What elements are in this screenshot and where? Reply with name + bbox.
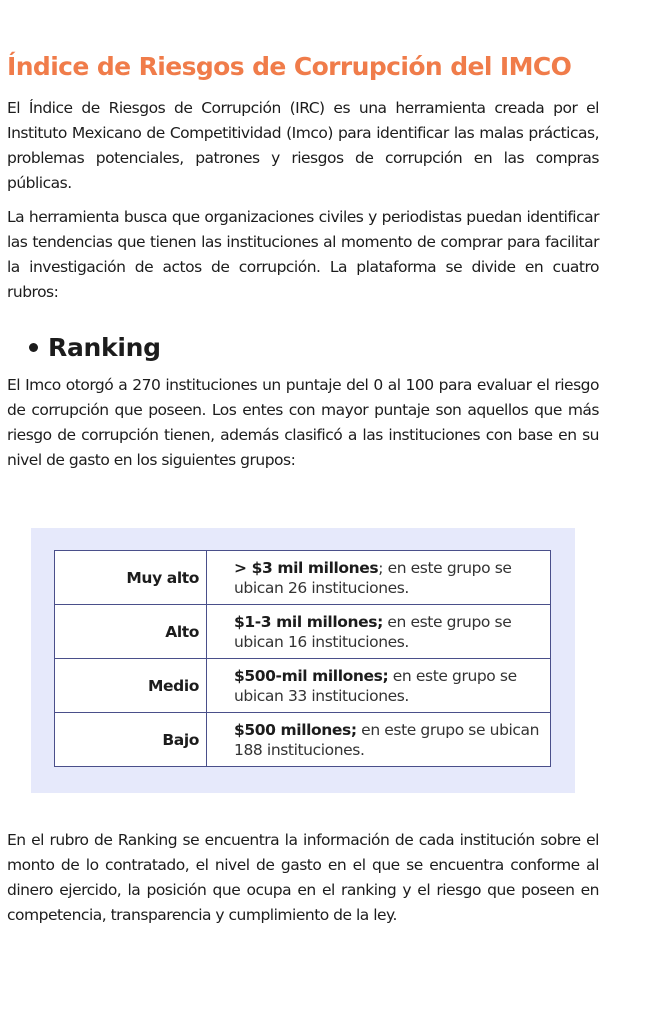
level-cell: Medio: [55, 659, 207, 713]
spending-groups-box: [31, 528, 575, 793]
level-cell: Alto: [55, 605, 207, 659]
description-cell: [207, 605, 551, 659]
description-cell: [207, 551, 551, 605]
description-cell: [207, 659, 551, 713]
description-text: en este grupo se ubican 16 instituciones.: [234, 612, 512, 651]
description-text: en este grupo se ubican 33 instituciones.: [234, 666, 517, 705]
description-cell: [207, 713, 551, 767]
intro-paragraph: El Índice de Riesgos de Corrupción (IRC) es una herramienta creada por el Instituto Mexicano de Competitividad (Imco) para identificar las malas prácticas, problemas potenciales, patrones y riesgos de corrupción en las compras públicas.: [7, 99, 599, 192]
bullet-icon: [29, 343, 38, 352]
description-text: ; en este grupo se ubican 26 instituciones.: [234, 558, 512, 597]
amount-text: $500-mil millones;: [234, 666, 389, 685]
description-text: en este grupo se ubican 188 instituciones.: [234, 720, 540, 759]
ranking-details-paragraph: En el rubro de Ranking se encuentra la información de cada institución sobre el monto de lo contratado, el nivel de gasto en el que se encuentra conforme al dinero ejercido, la posición que ocupa en el ranking y el riesgo que poseen en competencia, transparencia y cumplimiento de la ley.: [7, 831, 599, 924]
level-cell: Bajo: [55, 713, 207, 767]
ranking-heading: [29, 333, 161, 362]
amount-text: $500 millones;: [234, 720, 357, 739]
ranking-paragraph: El Imco otorgó a 270 instituciones un puntaje del 0 al 100 para evaluar el riesgo de corrupción que poseen. Los entes con mayor puntaje son aquellos que más riesgo de corrupción tienen, además clasificó a las instituciones con base en su nivel de gasto en los siguientes grupos:: [7, 376, 599, 469]
level-cell: Muy alto: [55, 551, 207, 605]
ranking-heading-label: Ranking: [48, 333, 161, 362]
table-row: [55, 605, 551, 659]
table-row: [55, 659, 551, 713]
spending-groups-table: [54, 550, 551, 767]
table-row: [55, 551, 551, 605]
page-title: Índice de Riesgos de Corrupción del IMCO: [7, 52, 572, 81]
table-row: [55, 713, 551, 767]
amount-text: $1-3 mil millones;: [234, 612, 383, 631]
platform-paragraph: La herramienta busca que organizaciones civiles y periodistas puedan identificar las tendencias que tienen las instituciones al momento de comprar para facilitar la investigación de actos de corrupción. La plataforma se divide en cuatro rubros:: [7, 208, 599, 301]
amount-text: > $3 mil millones: [234, 558, 379, 577]
